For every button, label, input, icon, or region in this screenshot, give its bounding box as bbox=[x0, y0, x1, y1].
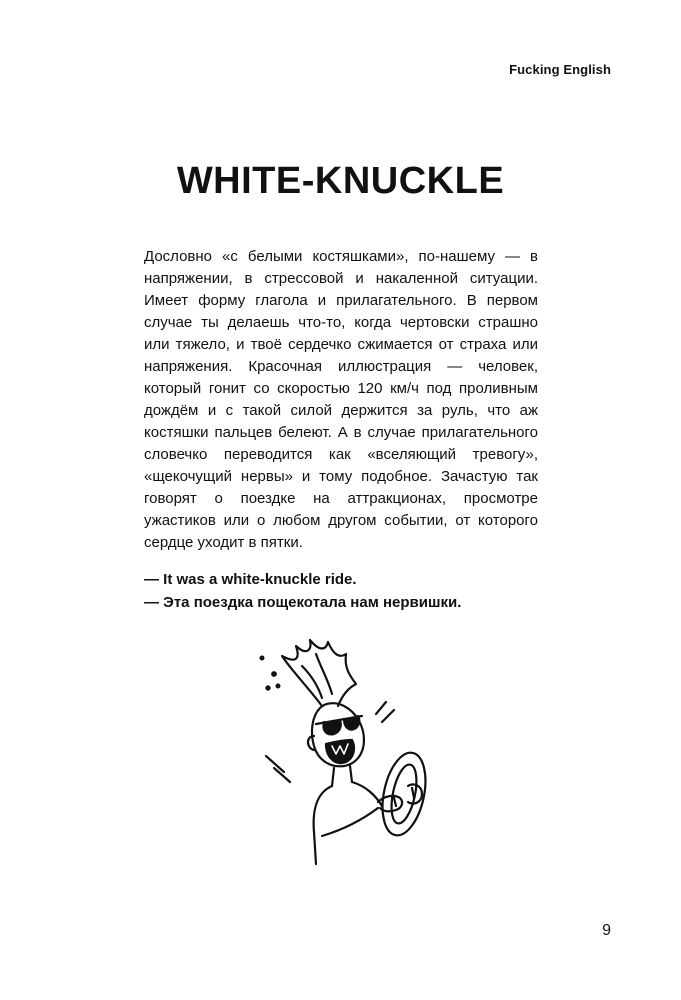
screaming-driver-illustration bbox=[252, 636, 452, 866]
example-list bbox=[144, 568, 544, 614]
example-russian: — Эта поездка пощекотала нам нервишки. bbox=[144, 594, 462, 611]
page-number: 9 bbox=[602, 922, 611, 939]
entry-title: WHITE-KNUCKLE bbox=[176, 160, 505, 202]
running-header: Fucking English bbox=[509, 62, 611, 77]
example-english: — It was a white-knuckle ride. bbox=[144, 571, 357, 588]
entry-definition: Дословно «с белыми костяшками», по-нашему — в напряжении, в стрессовой и накаленной ситуации. Имеет форму глагола и прилагательного. В первом случае ты делаешь что-то, когда чертовски страшно или тяжело, и твоё сердечко сжимается от страха или напряжения. Красочная иллюстрация — человек, который гонит со скоростью 120 км/ч под проливным дождём и с такой силой держится за руль, что аж костяшки пальцев белеют. А в случае прилагательного словечко переводится как «вселяющий тревогу», «щекочущий нервы» и тому подобное. Зачастую так говорят о поездке на аттракционах, просмотре ужастиков или о любом другом событии, от которого сердце уходит в пятки. bbox=[144, 248, 538, 551]
